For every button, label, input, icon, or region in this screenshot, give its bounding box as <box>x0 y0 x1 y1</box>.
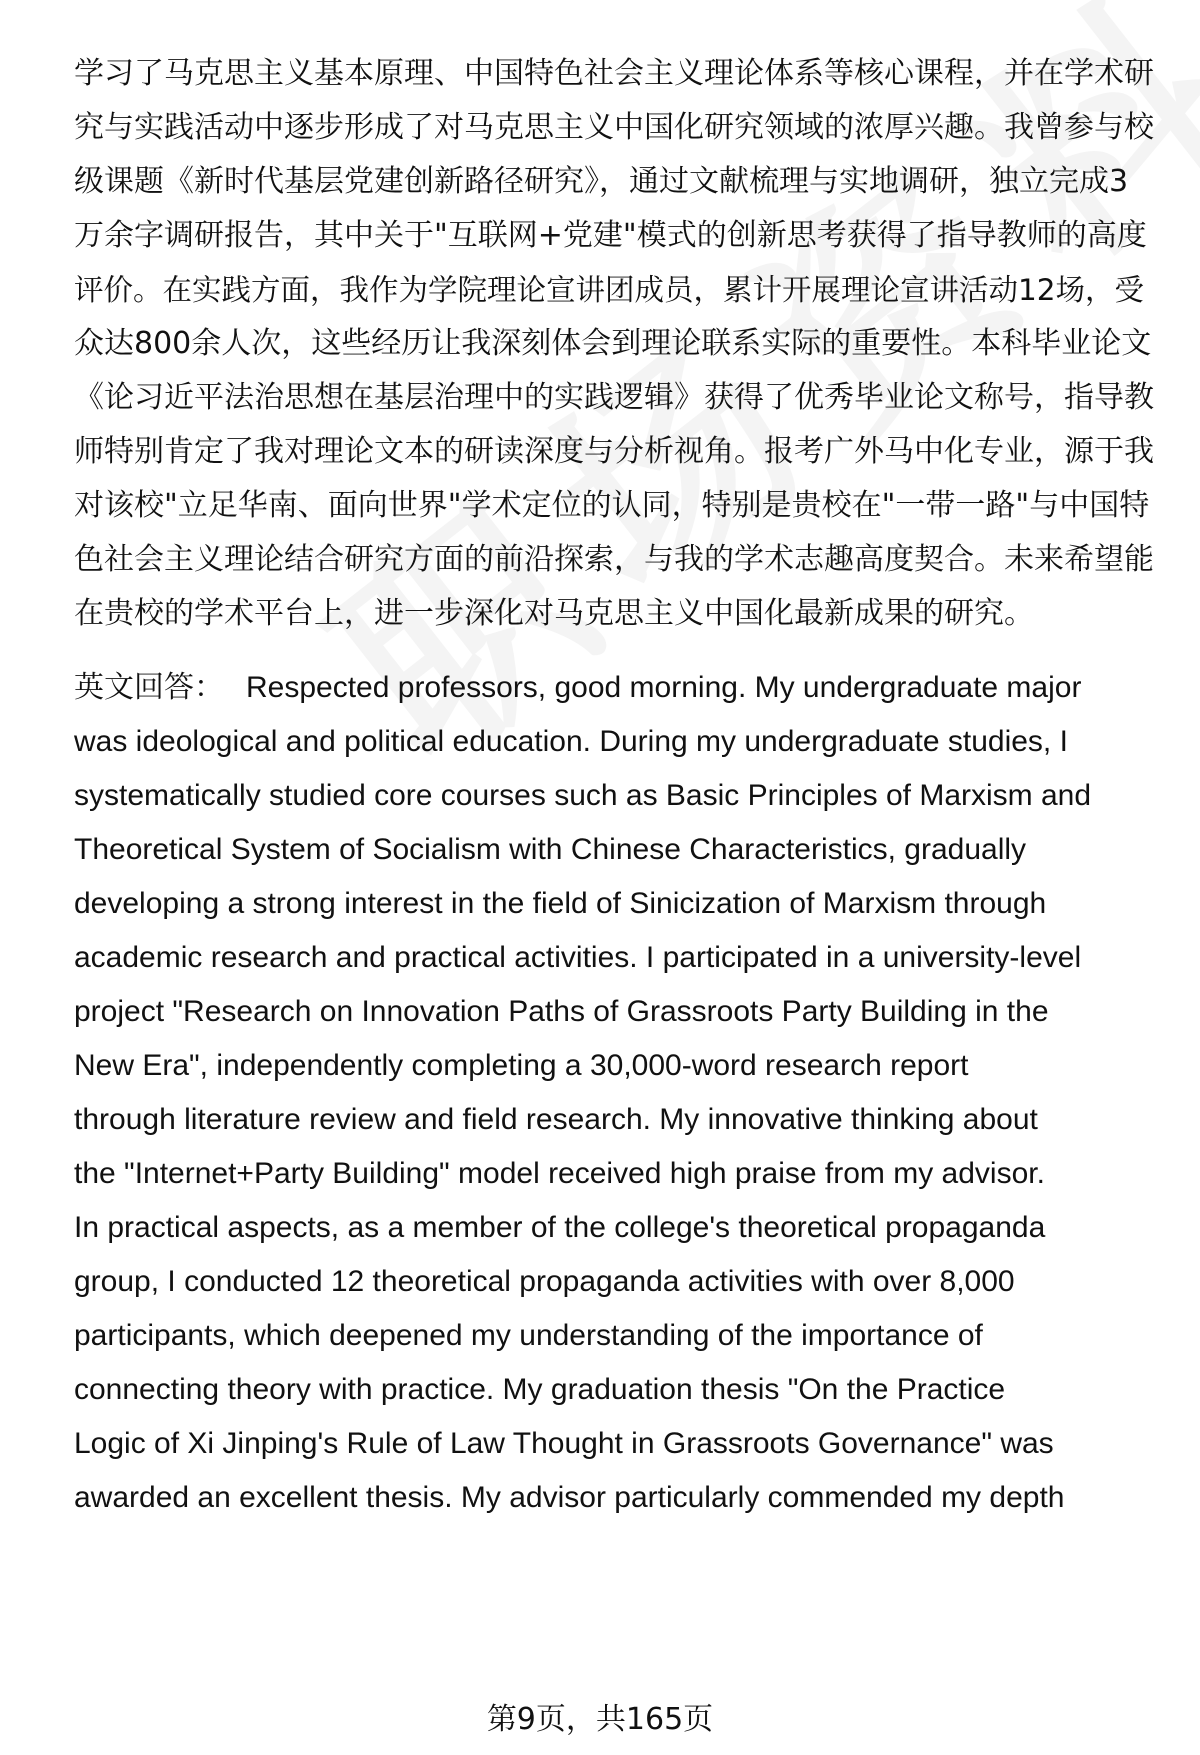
page-number-footer: 第9页，共165页 <box>486 1702 714 1737</box>
paragraph-line: 《论习近平法治思想在基层治理中的实践逻辑》获得了优秀毕业论文称号，指导教 <box>74 380 1154 415</box>
paragraph-line: 评价。在实践方面，我作为学院理论宣讲团成员，累计开展理论宣讲活动12场，受 <box>74 273 1145 307</box>
paragraph-line: participants, which deepened my understanding of the importance of <box>74 1319 983 1352</box>
paragraph-line: Theoretical System of Socialism with Chinese Characteristics, gradually <box>74 833 1027 866</box>
paragraph-line: was ideological and political education. During my undergraduate studies, I <box>74 725 1068 758</box>
paragraph-line: awarded an excellent thesis. My advisor particularly commended my depth <box>74 1481 1065 1514</box>
paragraph-text: Respected professors, good morning. My undergraduate major <box>246 671 1082 704</box>
paragraph-line: 对该校"立足华南、面向世界"学术定位的认同，特别是贵校在"一带一路"与中国特 <box>74 488 1150 523</box>
paragraph-line: developing a strong interest in the field of Sinicization of Marxism through <box>74 887 1047 920</box>
english-answer-label: 英文回答： <box>74 670 224 705</box>
paragraph-line: 在贵校的学术平台上，进一步深化对马克思主义中国化最新成果的研究。 <box>74 596 1034 631</box>
paragraph-line: connecting theory with practice. My graduation thesis "On the Practice <box>74 1373 1006 1406</box>
paragraph-line: 级课题《新时代基层党建创新路径研究》，通过文献梳理与实地调研，独立完成3 <box>74 164 1129 199</box>
paragraph-line: In practical aspects, as a member of the college's theoretical propaganda <box>74 1211 1046 1244</box>
paragraph-line: through literature review and field research. My innovative thinking about <box>74 1103 1038 1136</box>
paragraph-line: group, I conducted 12 theoretical propaganda activities with over 8,000 <box>74 1265 1015 1298</box>
paragraph-line <box>74 668 1154 708</box>
paragraph-line: 众达800余人次，这些经历让我深刻体会到理论联系实际的重要性。本科毕业论文 <box>74 326 1152 361</box>
paragraph-line: New Era", independently completing a 30,000-word research report <box>74 1049 969 1082</box>
paragraph-line: 色社会主义理论结合研究方面的前沿探索，与我的学术志趣高度契合。未来希望能 <box>74 542 1154 577</box>
paragraph-line: 学习了马克思主义基本原理、中国特色社会主义理论体系等核心课程，并在学术研 <box>74 56 1154 91</box>
paragraph-line: academic research and practical activities. I participated in a university-level <box>74 941 1082 974</box>
paragraph-line: Logic of Xi Jinping's Rule of Law Thought in Grassroots Governance" was <box>74 1427 1054 1460</box>
paragraph-line: the "Internet+Party Building" model received high praise from my advisor. <box>74 1157 1045 1190</box>
paragraph-line: systematically studied core courses such as Basic Principles of Marxism and <box>74 779 1092 812</box>
paragraph-line: 万余字调研报告，其中关于"互联网+党建"模式的创新思考获得了指导教师的高度 <box>74 218 1147 253</box>
paragraph-line: 究与实践活动中逐步形成了对马克思主义中国化研究领域的浓厚兴趣。我曾参与校 <box>74 110 1154 145</box>
paragraph-line: 师特别肯定了我对理论文本的研读深度与分析视角。报考广外马中化专业，源于我 <box>74 434 1154 469</box>
paragraph-line: project "Research on Innovation Paths of Grassroots Party Building in the <box>74 995 1049 1028</box>
